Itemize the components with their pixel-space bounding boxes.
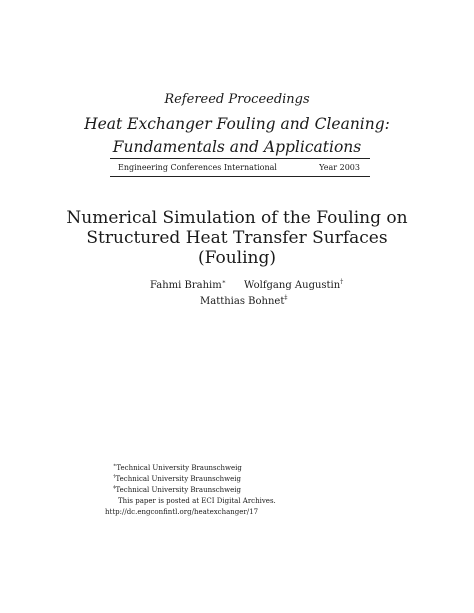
footnotes: [105, 463, 276, 518]
archive-url[interactable]: http://dc.engconfintl.org/heatexchanger/17: [105, 508, 259, 516]
author-name: Fahmi Brahim: [150, 280, 222, 291]
top-rule: [110, 158, 370, 159]
affiliation-text: Technical University Braunschweig: [116, 464, 242, 472]
paper-title-line-1: Numerical Simulation of the Fouling on: [66, 208, 408, 228]
author: [150, 280, 226, 291]
author: [200, 296, 287, 307]
affiliation-text: Technical University Braunschweig: [115, 486, 241, 494]
archive-note: This paper is posted at ECI Digital Archives.: [118, 497, 276, 505]
affiliation-footnote: [105, 485, 276, 496]
proceedings-title-line-2: Fundamentals and Applications: [112, 138, 362, 156]
author-name: Wolfgang Augustin: [244, 280, 341, 291]
bottom-rule: [110, 176, 370, 177]
publication-year: Year 2003: [319, 163, 360, 172]
series-label: Refereed Proceedings: [164, 92, 310, 107]
author: [244, 280, 343, 291]
affiliation-footnote: [105, 474, 276, 485]
footnote-mark: ‡: [113, 484, 116, 491]
proceedings-title-line-1: Heat Exchanger Fouling and Cleaning:: [84, 115, 390, 133]
author-footnote-mark: ‡: [284, 294, 288, 302]
footnote-mark: †: [113, 473, 116, 480]
author-footnote-mark: †: [340, 278, 344, 286]
author-name: Matthias Bohnet: [200, 296, 285, 307]
paper-title-line-2: Structured Heat Transfer Surfaces: [86, 228, 388, 248]
affiliation-text: Technical University Braunschweig: [115, 475, 241, 483]
paper-title-line-3: (Fouling): [197, 248, 277, 268]
author-footnote-mark: ∗: [221, 278, 226, 286]
publisher-name: Engineering Conferences International: [118, 163, 277, 172]
affiliation-footnote: [105, 463, 276, 474]
footnote-mark: ∗: [113, 462, 117, 469]
